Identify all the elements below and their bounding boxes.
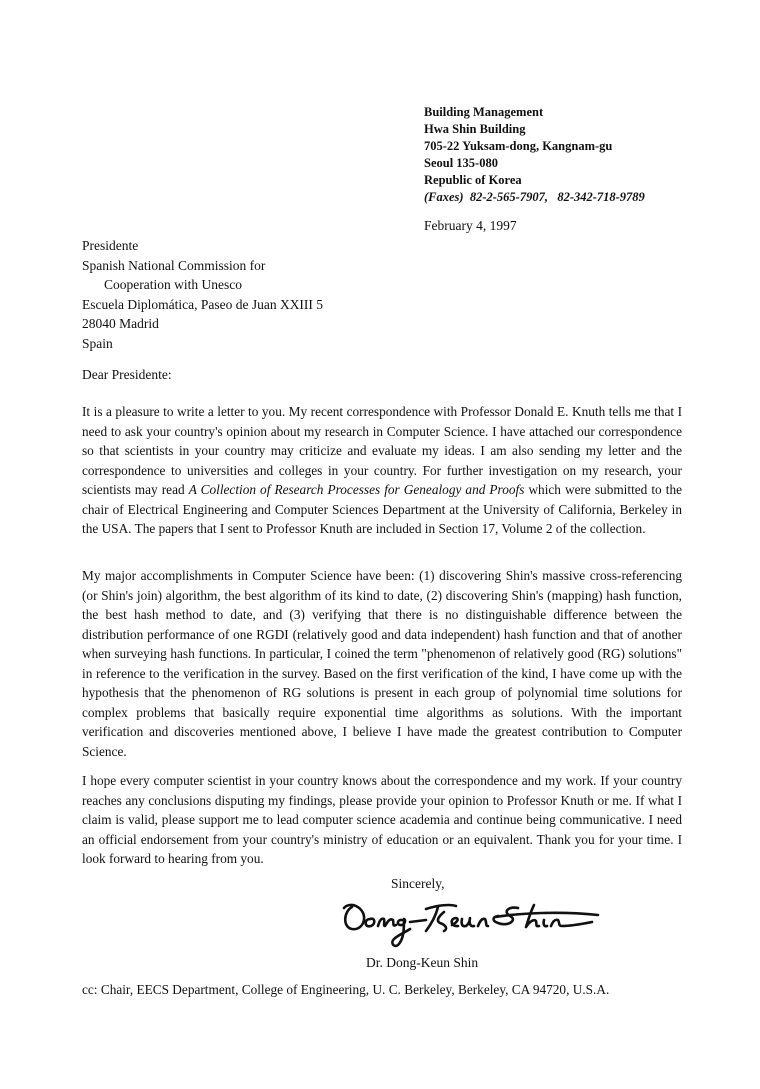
body-paragraph-3: I hope every computer scientist in your country knows about the correspondence and my work. If your country reaches any conclusions disputing my findings, please provide your opinion to Professor Knuth or me. If what I claim is valid, please support me to lead computer science academia and continue being communicative. I need an official endorsement from your country's ministry of education or an equivalent. Thank you for your time. I look forward to hearing from you.	[82, 773, 682, 866]
recipient-line: 28040 Madrid	[82, 316, 159, 331]
recipient-address	[82, 236, 323, 353]
sender-line: Hwa Shin Building	[424, 122, 526, 136]
recipient-line: Spanish National Commission for	[82, 257, 266, 273]
handwritten-signature	[330, 893, 620, 953]
letter-date: February 4, 1997	[424, 218, 517, 233]
sender-faxes: (Faxes) 82-2-565-7907, 82-342-718-9789	[424, 190, 645, 204]
sender-line: Seoul 135-080	[424, 156, 498, 170]
recipient-line: Presidente	[82, 238, 139, 253]
signer-name: Dr. Dong-Keun Shin	[366, 955, 479, 970]
cc-line: cc: Chair, EECS Department, College of Engineering, U. C. Berkeley, Berkeley, CA 94720, U.S.A.	[82, 982, 610, 997]
recipient-line: Escuela Diplomática, Paseo de Juan XXIII 5	[82, 296, 324, 312]
paragraph-1-text-b: which were submitted to the chair of Electrical Engineering and Computer Sciences Department at the University of California, Berkeley in the USA. The papers that I sent to Professor Knuth are included in Section 17, Volume 2 of the collection.	[82, 482, 682, 536]
collection-title: A Collection of Research Processes for Genealogy and Proofs	[188, 482, 525, 497]
salutation: Dear Presidente:	[82, 367, 172, 382]
recipient-line: Cooperation with Unesco	[104, 277, 242, 292]
sender-address	[424, 104, 645, 206]
body-paragraph-1	[82, 402, 682, 539]
recipient-line: Spain	[82, 335, 113, 351]
paragraph-1-text-a: It is a pleasure to write a letter to you. My recent correspondence with Professor Donald E. Knuth tells me that I need to ask your country's opinion about my research in Computer Science. I have attached our correspondence so that scientists in your country may criticize and evaluate my ideas. I am also sending my letter and the correspondence to universities and colleges in your country. For further investigation on my research, your scientists may read	[82, 404, 682, 497]
closing: Sincerely,	[391, 876, 445, 891]
sender-line: Republic of Korea	[424, 173, 522, 187]
body-paragraph-2: My major accomplishments in Computer Science have been: (1) discovering Shin's massive cross-referencing (or Shin's join) algorithm, the best algorithm of its kind to date, (2) discovering Shin's (mapping) hash function, the best hash method to date, and (3) verifying that there is no distinguishable difference between the distribution performance of one RGDI (relatively good and data independent) hash function and that of another when surveying hash functions. In particular, I coined the term "phenomenon of relatively good (RG) solutions" in reference to the verification in the survey. Based on the first verification of the kind, I have come up with the hypothesis that the phenomenon of RG solutions is present in each group of polynomial time solutions for complex problems that basically require exponential time algorithms as solutions. With the important verification and discoveries mentioned above, I believe I have made the greatest contribution to Computer Science.	[82, 568, 682, 759]
sender-line: 705-22 Yuksam-dong, Kangnam-gu	[424, 139, 613, 153]
sender-line: Building Management	[424, 105, 544, 119]
